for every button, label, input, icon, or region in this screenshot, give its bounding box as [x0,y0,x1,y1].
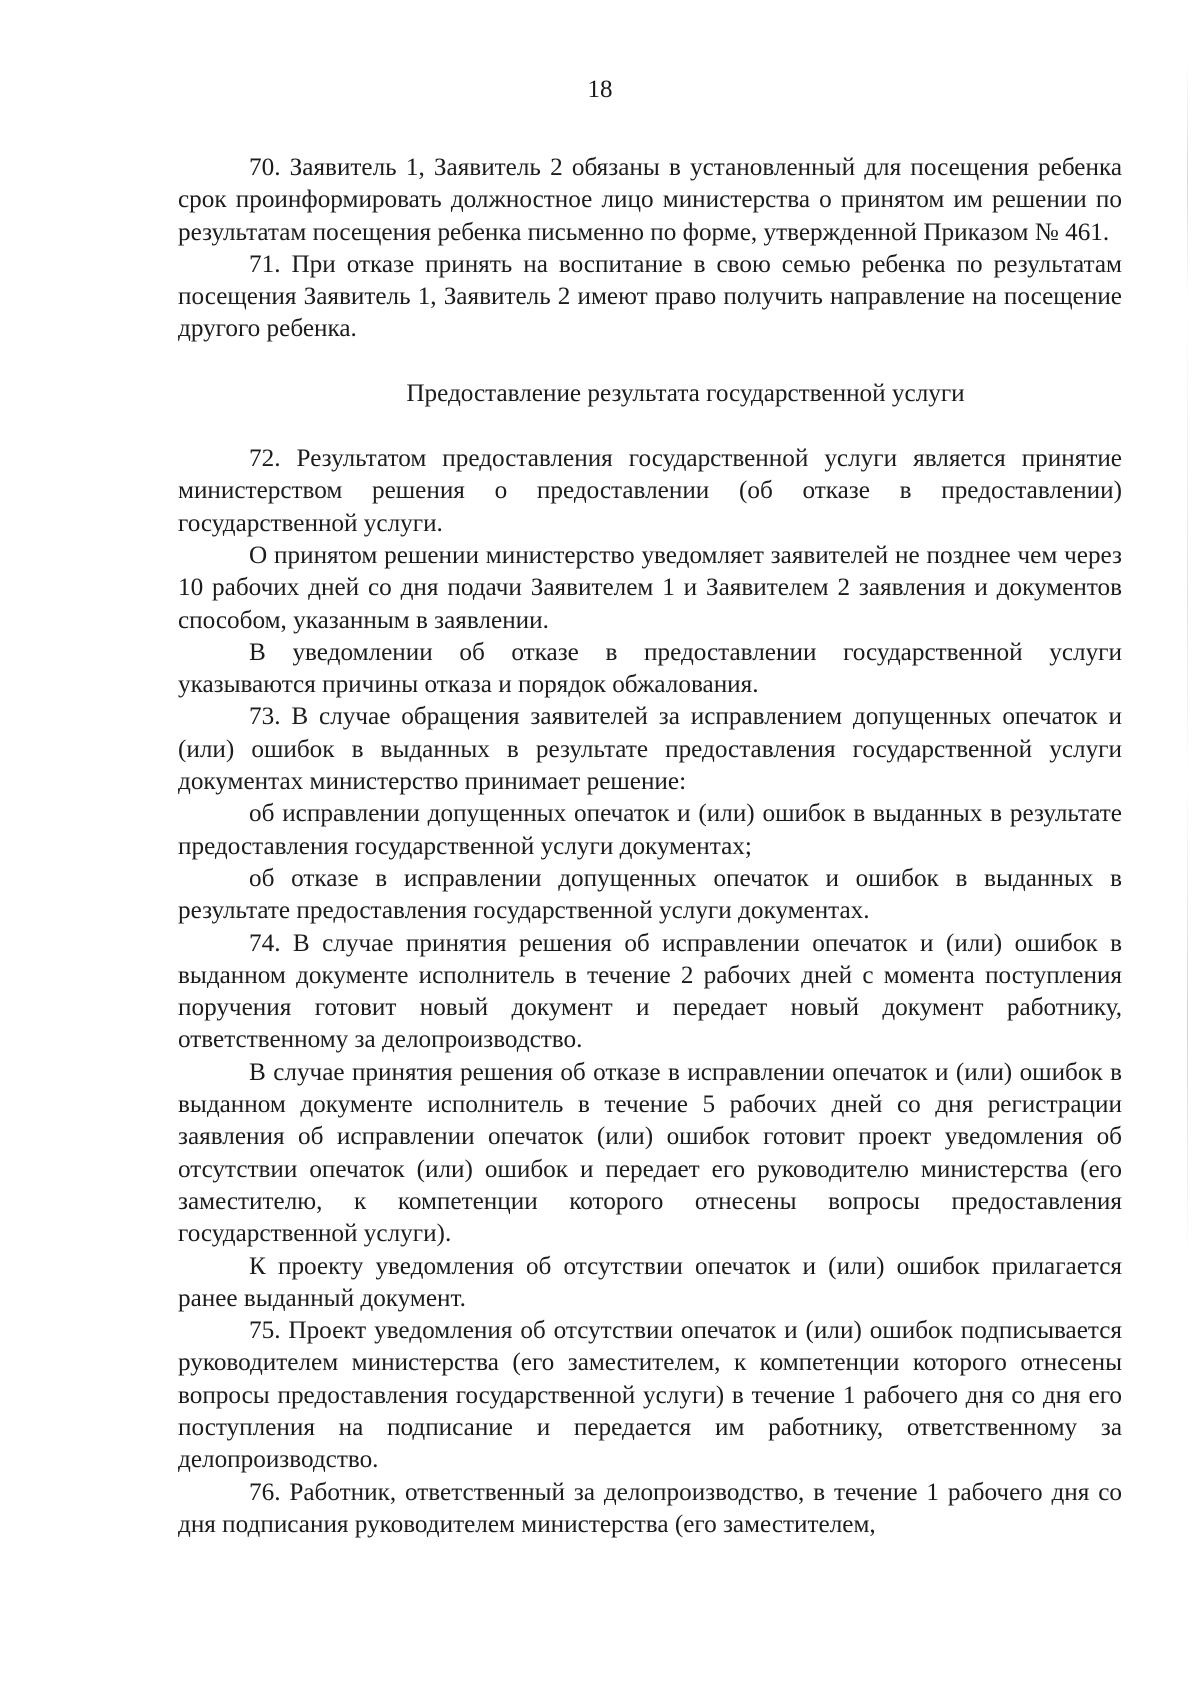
paragraph-73-correction: об исправлении допущенных опечаток и (или) ошибок в выданных в результате предоставления государственной услуги документах; [178,800,1122,860]
paragraph-73-refusal: об отказе в исправлении допущенных опечаток и ошибок в выданных в результате предоставления государственной услуги документах. [178,864,1122,925]
paragraph-74-attachment: К проекту уведомления об отсутствии опечаток и (или) ошибок прилагается ранее выданный документ. [178,1252,1122,1312]
scan-edge-shadow [1187,60,1188,1260]
paragraph-75: 75. Проект уведомления об отсутствии опечаток и (или) ошибок подписывается руководителем министерства (его заместителем, к компетенции которого отнесены вопросы предоставления государственной услуги) в течение 1 рабочего дня со дня его поступления на подписание и передается им работнику, ответственному за делопроизводство. [178,1317,1122,1474]
paragraph-73: 73. В случае обращения заявителей за исправлением допущенных опечаток и (или) ошибок в выданных в результате предоставления государственной услуги документах министерство принимает решение: [178,703,1122,796]
paragraph-70: 70. Заявитель 1, Заявитель 2 обязаны в установленный для посещения ребенка срок проинформировать должностное лицо министерства о принятом им решении по результатам посещения ребенка письменно по форме, утвержденной Приказом № 461. [178,154,1122,246]
paragraph-72: 72. Результатом предоставления государственной услуги является принятие министерством решения о предоставлении (об отказе в предоставлении) государственной услуги. [178,445,1122,537]
paragraph-74: 74. В случае принятия решения об исправлении опечаток и (или) ошибок в выданном документе исполнитель в течение 2 рабочих дней с момента поступления поручения готовит новый документ и передает новый документ работнику, ответственному за делопроизводство. [178,929,1122,1054]
paragraph-71: 71. При отказе принять на воспитание в свою семью ребенка по результатам посещения Заявитель 1, Заявитель 2 имеют право получить направление на посещение другого ребенка. [178,250,1122,343]
document-body [178,152,1122,1541]
paragraph-76: 76. Работник, ответственный за делопроизводство, в течение 1 рабочего дня со дня подписания руководителем министерства (его заместителем, [178,1478,1122,1538]
page-number: 18 [587,76,613,103]
paragraph-74-refusal: В случае принятия решения об отказе в исправлении опечаток и (или) ошибок в выданном документе исполнитель в течение 5 рабочих дней со дня регистрации заявления об исправлении опечаток (или) ошибок готовит проект уведомления об отсутствии опечаток (или) ошибок и передает его руководителю министерства (его заместителю, к компетенции которого отнесены вопросы предоставления государственной услуги). [178,1058,1122,1248]
paragraph-72-notice: О принятом решении министерство уведомляет заявителей не позднее чем через 10 рабочих дней со дня подачи Заявителем 1 и Заявителем 2 заявления и документов способом, указанным в заявлении. [178,541,1122,634]
paragraph-72-refusal: В уведомлении об отказе в предоставлении государственной услуги указываются причины отказа и порядок обжалования. [178,638,1122,699]
section-heading: Предоставление результата государственной услуги [406,379,965,407]
